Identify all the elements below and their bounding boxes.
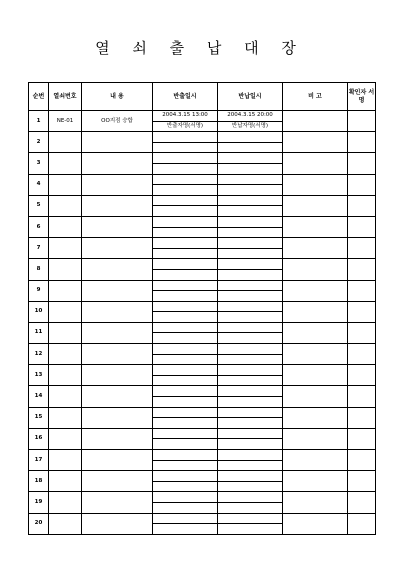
note-cell[interactable]	[283, 259, 348, 280]
table-row	[29, 132, 376, 143]
checkout-datetime-cell[interactable]	[153, 153, 218, 164]
content-cell[interactable]	[82, 132, 153, 153]
return-datetime-cell[interactable]	[218, 344, 283, 355]
note-cell[interactable]	[283, 195, 348, 216]
confirm-signature-cell[interactable]	[348, 365, 376, 386]
return-person-cell[interactable]	[218, 333, 283, 344]
return-datetime-cell[interactable]	[218, 216, 283, 227]
key-number-cell[interactable]	[49, 132, 82, 153]
table-row	[29, 428, 376, 439]
return-person-cell[interactable]	[218, 163, 283, 174]
content-cell[interactable]	[82, 450, 153, 471]
table-row	[29, 513, 376, 524]
row-number: 4	[29, 174, 49, 195]
row-number: 8	[29, 259, 49, 280]
content-cell[interactable]	[82, 344, 153, 365]
return-datetime-cell[interactable]	[218, 450, 283, 461]
table-row	[29, 492, 376, 503]
confirm-signature-cell[interactable]	[348, 450, 376, 471]
return-person-cell[interactable]	[218, 354, 283, 365]
confirm-signature-cell[interactable]	[348, 386, 376, 407]
key-number-cell[interactable]	[49, 153, 82, 174]
note-cell[interactable]	[283, 216, 348, 237]
return-datetime-cell[interactable]	[218, 322, 283, 333]
key-number-cell[interactable]	[49, 365, 82, 386]
row-number: 14	[29, 386, 49, 407]
table-row	[29, 174, 376, 185]
return-datetime-cell[interactable]	[218, 513, 283, 524]
checkout-person-cell[interactable]	[153, 291, 218, 302]
checkout-datetime-cell[interactable]	[153, 407, 218, 418]
checkout-datetime-cell[interactable]	[153, 280, 218, 291]
confirm-signature-cell[interactable]	[348, 174, 376, 195]
return-person-cell[interactable]	[218, 142, 283, 153]
checkout-person-cell[interactable]	[153, 163, 218, 174]
row-number: 13	[29, 365, 49, 386]
table-row	[29, 301, 376, 312]
table-row	[29, 365, 376, 376]
return-person-cell[interactable]	[218, 291, 283, 302]
table-row	[29, 153, 376, 164]
table-row	[29, 407, 376, 418]
note-cell[interactable]	[283, 471, 348, 492]
row-number: 11	[29, 322, 49, 343]
checkout-person-cell[interactable]	[153, 333, 218, 344]
note-cell[interactable]	[283, 428, 348, 449]
checkout-person-cell[interactable]	[153, 142, 218, 153]
checkout-datetime-cell[interactable]	[153, 195, 218, 206]
key-number-cell[interactable]	[49, 259, 82, 280]
checkout-person-cell[interactable]	[153, 312, 218, 323]
confirm-signature-cell[interactable]	[348, 195, 376, 216]
content-cell[interactable]	[82, 322, 153, 343]
header-seq: 순번	[29, 83, 49, 111]
note-cell[interactable]	[283, 153, 348, 174]
checkout-datetime-cell[interactable]	[153, 513, 218, 524]
header-row	[29, 83, 376, 111]
checkout-datetime-cell[interactable]	[153, 471, 218, 482]
key-number-cell[interactable]	[49, 280, 82, 301]
return-person-cell[interactable]	[218, 375, 283, 386]
row-number: 12	[29, 344, 49, 365]
note-cell[interactable]	[283, 301, 348, 322]
key-number-cell[interactable]	[49, 195, 82, 216]
return-person-cell[interactable]	[218, 248, 283, 259]
row-number: 9	[29, 280, 49, 301]
header-key-no: 열쇠번호	[49, 83, 82, 111]
table-row	[29, 216, 376, 227]
return-person-cell[interactable]	[218, 439, 283, 450]
checkout-person-cell[interactable]	[153, 248, 218, 259]
row-number: 6	[29, 216, 49, 237]
table-row	[29, 195, 376, 206]
checkout-person-cell[interactable]	[153, 185, 218, 196]
key-number-cell[interactable]	[49, 174, 82, 195]
return-datetime-cell[interactable]	[218, 428, 283, 439]
row-number: 18	[29, 471, 49, 492]
content-cell[interactable]	[82, 216, 153, 237]
content-cell[interactable]	[82, 386, 153, 407]
note-cell[interactable]	[283, 322, 348, 343]
content-cell[interactable]	[82, 471, 153, 492]
note-cell[interactable]	[283, 238, 348, 259]
checkout-datetime-cell[interactable]	[153, 365, 218, 376]
row-number: 16	[29, 428, 49, 449]
table-row	[29, 238, 376, 249]
return-datetime-cell[interactable]	[218, 174, 283, 185]
key-number-cell[interactable]	[49, 344, 82, 365]
confirm-signature-cell[interactable]	[348, 471, 376, 492]
checkout-person-cell[interactable]: 반출자명(서명)	[153, 121, 218, 132]
checkout-datetime-cell[interactable]	[153, 492, 218, 503]
key-number-cell[interactable]	[49, 301, 82, 322]
checkout-datetime-cell[interactable]	[153, 132, 218, 143]
content-cell[interactable]	[82, 238, 153, 259]
return-person-cell[interactable]	[218, 227, 283, 238]
checkout-datetime-cell[interactable]: 2004.3.15 13:00	[153, 111, 218, 122]
row-number: 15	[29, 407, 49, 428]
checkout-datetime-cell[interactable]	[153, 386, 218, 397]
return-datetime-cell[interactable]	[218, 492, 283, 503]
checkout-person-cell[interactable]	[153, 418, 218, 429]
note-cell[interactable]	[283, 407, 348, 428]
note-cell[interactable]	[283, 280, 348, 301]
return-datetime-cell[interactable]	[218, 280, 283, 291]
return-person-cell[interactable]	[218, 206, 283, 217]
checkout-datetime-cell[interactable]	[153, 428, 218, 439]
confirm-signature-cell[interactable]	[348, 322, 376, 343]
content-cell[interactable]	[82, 280, 153, 301]
return-person-cell[interactable]	[218, 460, 283, 471]
content-cell[interactable]	[82, 301, 153, 322]
key-number-cell[interactable]	[49, 492, 82, 513]
checkout-person-cell[interactable]	[153, 375, 218, 386]
row-number: 7	[29, 238, 49, 259]
checkout-person-cell[interactable]	[153, 227, 218, 238]
checkout-person-cell[interactable]	[153, 460, 218, 471]
return-person-cell[interactable]	[218, 481, 283, 492]
content-cell[interactable]	[82, 407, 153, 428]
row-number: 10	[29, 301, 49, 322]
header-checkout: 반출일시	[153, 83, 218, 111]
header-return: 반납일시	[218, 83, 283, 111]
note-cell[interactable]	[283, 174, 348, 195]
checkout-datetime-cell[interactable]	[153, 216, 218, 227]
return-person-cell[interactable]	[218, 524, 283, 535]
checkout-person-cell[interactable]	[153, 397, 218, 408]
confirm-signature-cell[interactable]	[348, 301, 376, 322]
content-cell[interactable]	[82, 428, 153, 449]
checkout-datetime-cell[interactable]	[153, 238, 218, 249]
checkout-datetime-cell[interactable]	[153, 301, 218, 312]
content-cell[interactable]	[82, 153, 153, 174]
content-cell[interactable]	[82, 513, 153, 534]
return-datetime-cell[interactable]	[218, 153, 283, 164]
return-person-cell[interactable]	[218, 269, 283, 280]
row-number: 3	[29, 153, 49, 174]
key-number-cell[interactable]	[49, 513, 82, 534]
row-number: 17	[29, 450, 49, 471]
return-person-cell[interactable]	[218, 502, 283, 513]
checkout-person-cell[interactable]	[153, 269, 218, 280]
table-row	[29, 344, 376, 355]
confirm-signature-cell[interactable]	[348, 428, 376, 449]
content-cell[interactable]	[82, 365, 153, 386]
return-person-cell[interactable]: 반납자명(서명)	[218, 121, 283, 132]
key-number-cell[interactable]	[49, 471, 82, 492]
note-cell[interactable]	[283, 386, 348, 407]
checkout-person-cell[interactable]	[153, 206, 218, 217]
confirm-signature-cell[interactable]	[348, 407, 376, 428]
note-cell[interactable]	[283, 492, 348, 513]
return-datetime-cell[interactable]	[218, 195, 283, 206]
confirm-signature-cell[interactable]	[348, 111, 376, 132]
table-row	[29, 111, 376, 122]
note-cell[interactable]	[283, 513, 348, 534]
key-number-cell[interactable]	[49, 428, 82, 449]
checkout-person-cell[interactable]	[153, 502, 218, 513]
return-datetime-cell[interactable]	[218, 259, 283, 270]
header-note: 비 고	[283, 83, 348, 111]
checkout-datetime-cell[interactable]	[153, 322, 218, 333]
row-number: 19	[29, 492, 49, 513]
confirm-signature-cell[interactable]	[348, 344, 376, 365]
content-cell[interactable]	[82, 259, 153, 280]
confirm-signature-cell[interactable]	[348, 238, 376, 259]
table-row	[29, 322, 376, 333]
content-cell[interactable]	[82, 174, 153, 195]
checkout-person-cell[interactable]	[153, 354, 218, 365]
return-person-cell[interactable]	[218, 312, 283, 323]
key-ledger-table	[28, 82, 376, 535]
checkout-person-cell[interactable]	[153, 481, 218, 492]
header-content: 내 용	[82, 83, 153, 111]
table-row	[29, 450, 376, 461]
header-confirm: 확인자 서명	[348, 83, 376, 111]
return-person-cell[interactable]	[218, 397, 283, 408]
row-number: 5	[29, 195, 49, 216]
table-row	[29, 280, 376, 291]
note-cell[interactable]	[283, 344, 348, 365]
return-person-cell[interactable]	[218, 185, 283, 196]
key-number-cell[interactable]: NE-01	[49, 111, 82, 132]
table-row	[29, 259, 376, 270]
checkout-datetime-cell[interactable]	[153, 344, 218, 355]
key-number-cell[interactable]	[49, 386, 82, 407]
checkout-person-cell[interactable]	[153, 439, 218, 450]
row-number: 1	[29, 111, 49, 132]
table-row	[29, 386, 376, 397]
key-number-cell[interactable]	[49, 322, 82, 343]
return-person-cell[interactable]	[218, 418, 283, 429]
return-datetime-cell[interactable]	[218, 238, 283, 249]
key-number-cell[interactable]	[49, 450, 82, 471]
checkout-datetime-cell[interactable]	[153, 259, 218, 270]
return-datetime-cell[interactable]	[218, 365, 283, 376]
return-datetime-cell[interactable]	[218, 301, 283, 312]
content-cell[interactable]: OO지점 승합	[82, 111, 153, 132]
key-number-cell[interactable]	[49, 238, 82, 259]
return-datetime-cell[interactable]	[218, 386, 283, 397]
confirm-signature-cell[interactable]	[348, 216, 376, 237]
content-cell[interactable]	[82, 492, 153, 513]
confirm-signature-cell[interactable]	[348, 492, 376, 513]
confirm-signature-cell[interactable]	[348, 259, 376, 280]
checkout-datetime-cell[interactable]	[153, 450, 218, 461]
return-datetime-cell[interactable]	[218, 471, 283, 482]
note-cell[interactable]	[283, 111, 348, 132]
checkout-person-cell[interactable]	[153, 524, 218, 535]
row-number: 2	[29, 132, 49, 153]
content-cell[interactable]	[82, 195, 153, 216]
note-cell[interactable]	[283, 132, 348, 153]
confirm-signature-cell[interactable]	[348, 513, 376, 534]
return-datetime-cell[interactable]: 2004.3.15 20:00	[218, 111, 283, 122]
row-number: 20	[29, 513, 49, 534]
key-number-cell[interactable]	[49, 216, 82, 237]
return-datetime-cell[interactable]	[218, 132, 283, 143]
return-datetime-cell[interactable]	[218, 407, 283, 418]
table-row	[29, 471, 376, 482]
key-number-cell[interactable]	[49, 407, 82, 428]
confirm-signature-cell[interactable]	[348, 153, 376, 174]
note-cell[interactable]	[283, 450, 348, 471]
checkout-datetime-cell[interactable]	[153, 174, 218, 185]
confirm-signature-cell[interactable]	[348, 280, 376, 301]
note-cell[interactable]	[283, 365, 348, 386]
confirm-signature-cell[interactable]	[348, 132, 376, 153]
page-title: 열 쇠 출 납 대 장	[95, 39, 305, 57]
